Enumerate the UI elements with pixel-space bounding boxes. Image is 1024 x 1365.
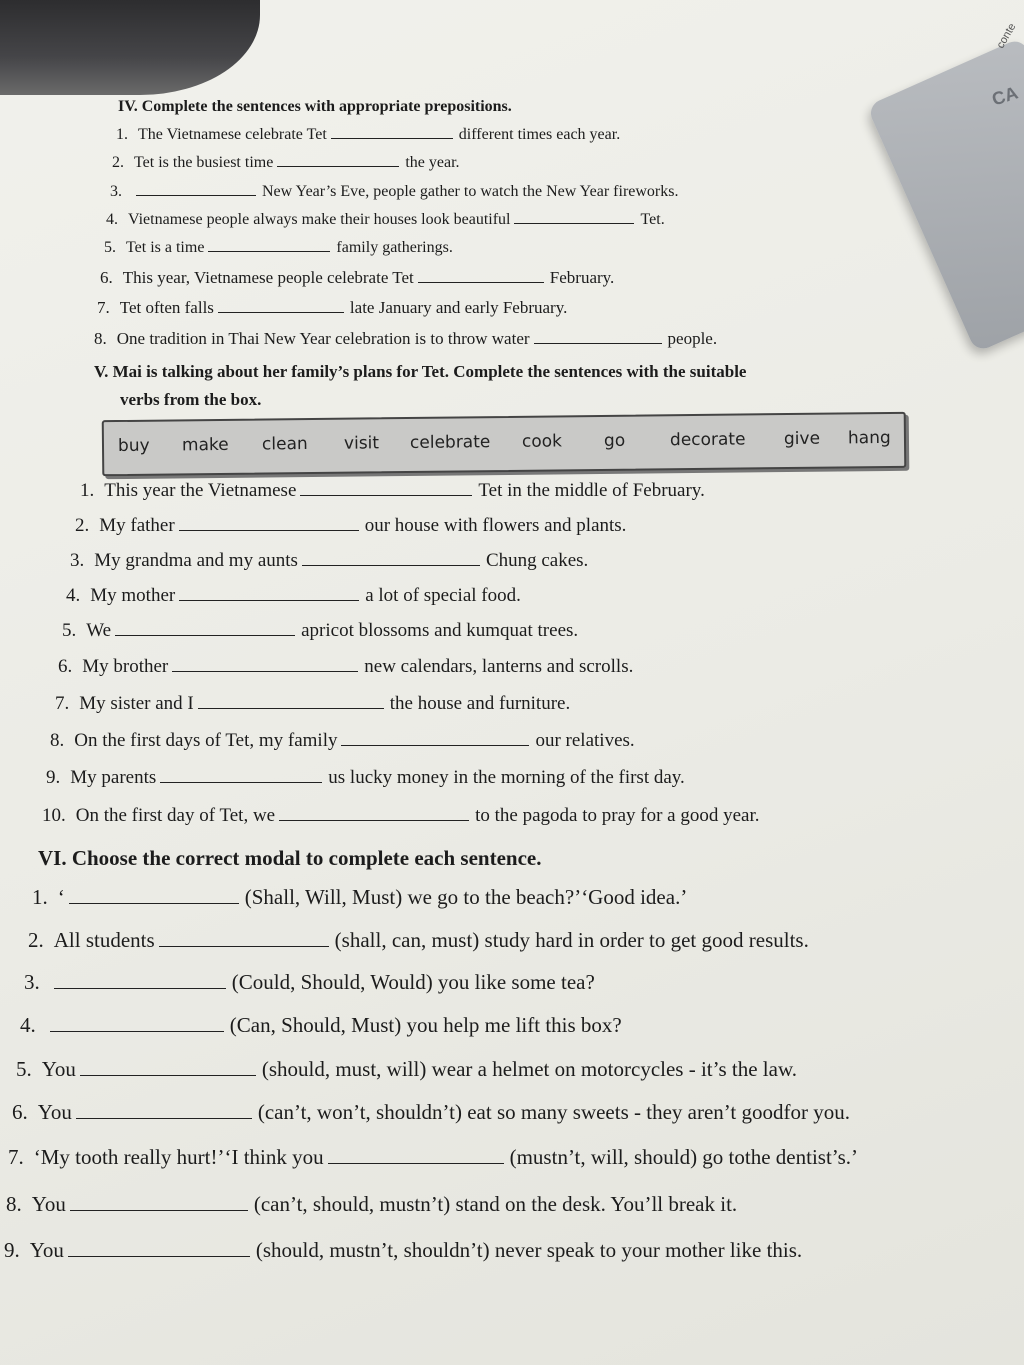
- item-number: 1.: [80, 480, 95, 501]
- section-4-item-4: [106, 211, 665, 229]
- item-text-after: Tet.: [640, 211, 665, 228]
- answer-blank[interactable]: [534, 342, 662, 344]
- answer-blank[interactable]: [302, 564, 480, 566]
- item-number: 9.: [46, 767, 61, 788]
- word-box-item: give: [783, 428, 821, 450]
- item-text-after: different times each year.: [458, 126, 621, 143]
- word-box-item: hang: [847, 427, 891, 449]
- item-number: 4.: [66, 585, 81, 606]
- section-4-title: IV. Complete the sentences with appropriate prepositions.: [118, 98, 512, 115]
- answer-blank[interactable]: [328, 1162, 504, 1164]
- item-text-after: (should, mustn’t, shouldn’t) never speak to your mother like this.: [255, 1238, 803, 1262]
- item-text-before: Tet often falls: [119, 298, 214, 317]
- section-4-item-8: [94, 329, 717, 349]
- answer-blank[interactable]: [50, 1030, 224, 1032]
- item-number: 9.: [4, 1238, 20, 1262]
- item-number: 8.: [50, 730, 65, 751]
- section-5-item-5: [62, 620, 578, 642]
- item-text-before: My parents: [70, 767, 157, 788]
- item-number: 5.: [62, 620, 77, 641]
- section-4-item-6: [100, 268, 614, 288]
- section-6-item-2: [28, 928, 809, 953]
- word-box-item: make: [181, 434, 229, 456]
- section-6-item-3: [24, 970, 595, 995]
- item-number: 10.: [42, 805, 66, 826]
- section-4-item-3: [110, 183, 678, 201]
- item-text-before: Tet is the busiest time: [134, 154, 274, 171]
- item-text-after: February.: [549, 268, 615, 287]
- answer-blank[interactable]: [68, 1255, 250, 1257]
- section-5-item-6: [58, 656, 633, 678]
- item-number: 3.: [110, 183, 122, 200]
- section-6-item-8: [6, 1192, 737, 1217]
- word-box-item: clean: [261, 434, 308, 455]
- answer-blank[interactable]: [172, 670, 358, 672]
- answer-blank[interactable]: [80, 1074, 256, 1076]
- item-number: 8.: [6, 1192, 22, 1216]
- answer-blank[interactable]: [69, 902, 239, 904]
- answer-blank[interactable]: [418, 281, 544, 283]
- item-text-after: (shall, can, must) study hard in order to get good results.: [334, 928, 809, 952]
- item-number: 5.: [104, 239, 116, 256]
- section-4-item-5: [104, 239, 453, 257]
- answer-blank[interactable]: [514, 222, 634, 224]
- item-number: 3.: [24, 970, 40, 994]
- word-box: [102, 412, 907, 476]
- section-5-item-1: [80, 480, 705, 502]
- item-text-after: new calendars, lanterns and scrolls.: [364, 656, 634, 677]
- section-5-item-2: [75, 515, 626, 537]
- section-4-item-2: [112, 154, 460, 172]
- word-box-item: visit: [343, 433, 380, 454]
- section-5-item-3: [70, 550, 588, 572]
- item-text-before: ‘My tooth really hurt!’‘I think you: [33, 1145, 324, 1169]
- word-box-item: buy: [117, 435, 150, 457]
- section-4-item-1: [116, 126, 620, 144]
- word-box-item: cook: [521, 431, 563, 452]
- section-5-title-line1: V. Mai is talking about her family’s plans for Tet. Complete the sentences with the suitable: [94, 362, 747, 381]
- item-text-before: One tradition in Thai New Year celebration is to throw water: [116, 329, 530, 348]
- section-5-item-7: [55, 693, 570, 715]
- section-6-item-4: [20, 1013, 622, 1038]
- answer-blank[interactable]: [218, 311, 344, 313]
- answer-blank[interactable]: [331, 137, 453, 139]
- item-number: 1.: [116, 126, 128, 143]
- item-number: 4.: [20, 1013, 36, 1037]
- item-text-after: the year.: [405, 154, 460, 171]
- corner-text: conte: [994, 21, 1019, 51]
- item-text-after: a lot of special food.: [365, 585, 521, 606]
- item-text-after: late January and early February.: [349, 298, 568, 317]
- item-text-before: ‘: [57, 885, 65, 909]
- item-text-after: (mustn’t, will, should) go tothe dentist’s.’: [509, 1145, 859, 1169]
- item-text-before: The Vietnamese celebrate Tet: [138, 126, 327, 143]
- item-number: 7.: [55, 693, 70, 714]
- section-5-item-4: [66, 585, 521, 607]
- item-text-before: You: [37, 1100, 72, 1124]
- item-number: 7.: [8, 1145, 24, 1169]
- item-text-after: Tet in the middle of February.: [478, 480, 705, 501]
- item-text-after: (can’t, should, mustn’t) stand on the desk. You’ll break it.: [253, 1192, 738, 1216]
- item-text-after: Chung cakes.: [485, 550, 589, 571]
- item-text-after: people.: [667, 329, 718, 348]
- item-number: 1.: [32, 885, 48, 909]
- item-text-before: My grandma and my aunts: [94, 550, 298, 571]
- item-text-after: us lucky money in the morning of the first day.: [328, 767, 685, 788]
- word-box-item: decorate: [669, 429, 746, 451]
- item-text-after: (Shall, Will, Must) we go to the beach?’‘Good idea.’: [244, 885, 688, 909]
- answer-blank[interactable]: [179, 529, 359, 531]
- answer-blank[interactable]: [160, 781, 322, 783]
- answer-blank[interactable]: [76, 1117, 252, 1119]
- section-6-item-6: [12, 1100, 850, 1125]
- item-text-before: My father: [99, 515, 175, 536]
- answer-blank[interactable]: [279, 819, 469, 821]
- word-box-item: go: [603, 430, 626, 451]
- answer-blank[interactable]: [198, 707, 384, 709]
- item-text-after: (Can, Should, Must) you help me lift this box?: [229, 1013, 622, 1037]
- answer-blank[interactable]: [54, 987, 226, 989]
- answer-blank[interactable]: [341, 744, 529, 746]
- item-text-after: our house with flowers and plants.: [364, 515, 627, 536]
- item-number: 6.: [12, 1100, 28, 1124]
- calculator-label: CA: [989, 82, 1021, 110]
- item-text-before: My sister and I: [79, 693, 194, 714]
- item-text-after: apricot blossoms and kumquat trees.: [301, 620, 579, 641]
- item-text-after: family gatherings.: [336, 239, 453, 256]
- item-text-before: You: [41, 1057, 76, 1081]
- item-number: 5.: [16, 1057, 32, 1081]
- item-number: 2.: [75, 515, 90, 536]
- item-text-after: New Year’s Eve, people gather to watch the New Year fireworks.: [262, 183, 679, 200]
- item-number: 2.: [112, 154, 124, 171]
- item-number: 4.: [106, 211, 118, 228]
- answer-blank[interactable]: [179, 599, 359, 601]
- item-text-after: (can’t, won’t, shouldn’t) eat so many sweets - they aren’t goodfor you.: [257, 1100, 850, 1124]
- answer-blank[interactable]: [136, 194, 256, 196]
- answer-blank[interactable]: [300, 494, 472, 496]
- section-5-item-10: [42, 805, 760, 827]
- word-box-item: celebrate: [409, 432, 491, 453]
- item-text-before: My mother: [90, 585, 176, 606]
- section-4-item-7: [97, 298, 567, 318]
- section-5-item-9: [46, 767, 685, 789]
- item-text-after: our relatives.: [535, 730, 635, 751]
- item-text-before: On the first days of Tet, my family: [74, 730, 338, 751]
- item-text-before: This year the Vietnamese: [104, 480, 297, 501]
- item-number: 8.: [94, 329, 107, 348]
- item-number: 6.: [100, 268, 113, 287]
- item-text-after: (Could, Should, Would) you like some tea?: [231, 970, 595, 994]
- section-6-item-7: [8, 1145, 858, 1170]
- item-text-before: This year, Vietnamese people celebrate Tet: [122, 268, 414, 287]
- item-text-before: Vietnamese people always make their houses look beautiful: [128, 211, 511, 228]
- item-text-before: We: [86, 620, 112, 641]
- item-number: 2.: [28, 928, 44, 952]
- answer-blank[interactable]: [70, 1209, 248, 1211]
- section-6-item-9: [4, 1238, 802, 1263]
- item-text-before: On the first day of Tet, we: [75, 805, 276, 826]
- answer-blank[interactable]: [208, 250, 330, 252]
- item-text-before: You: [29, 1238, 64, 1262]
- answer-blank[interactable]: [159, 945, 329, 947]
- item-number: 7.: [97, 298, 110, 317]
- answer-blank[interactable]: [277, 165, 399, 167]
- item-text-before: My brother: [82, 656, 169, 677]
- section-6-title: VI. Choose the correct modal to complete each sentence.: [38, 846, 542, 870]
- item-text-after: the house and furniture.: [389, 693, 571, 714]
- item-number: 6.: [58, 656, 73, 677]
- section-6-item-5: [16, 1057, 797, 1082]
- item-text-before: You: [31, 1192, 66, 1216]
- item-text-after: (should, must, will) wear a helmet on motorcycles - it’s the law.: [261, 1057, 798, 1081]
- section-5-item-8: [50, 730, 635, 752]
- item-text-before: All students: [53, 928, 155, 952]
- answer-blank[interactable]: [115, 634, 295, 636]
- section-6-item-1: [32, 885, 687, 910]
- item-text-before: Tet is a time: [126, 239, 205, 256]
- item-text-after: to the pagoda to pray for a good year.: [475, 805, 760, 826]
- item-number: 3.: [70, 550, 85, 571]
- section-5-title-line2: verbs from the box.: [120, 390, 262, 409]
